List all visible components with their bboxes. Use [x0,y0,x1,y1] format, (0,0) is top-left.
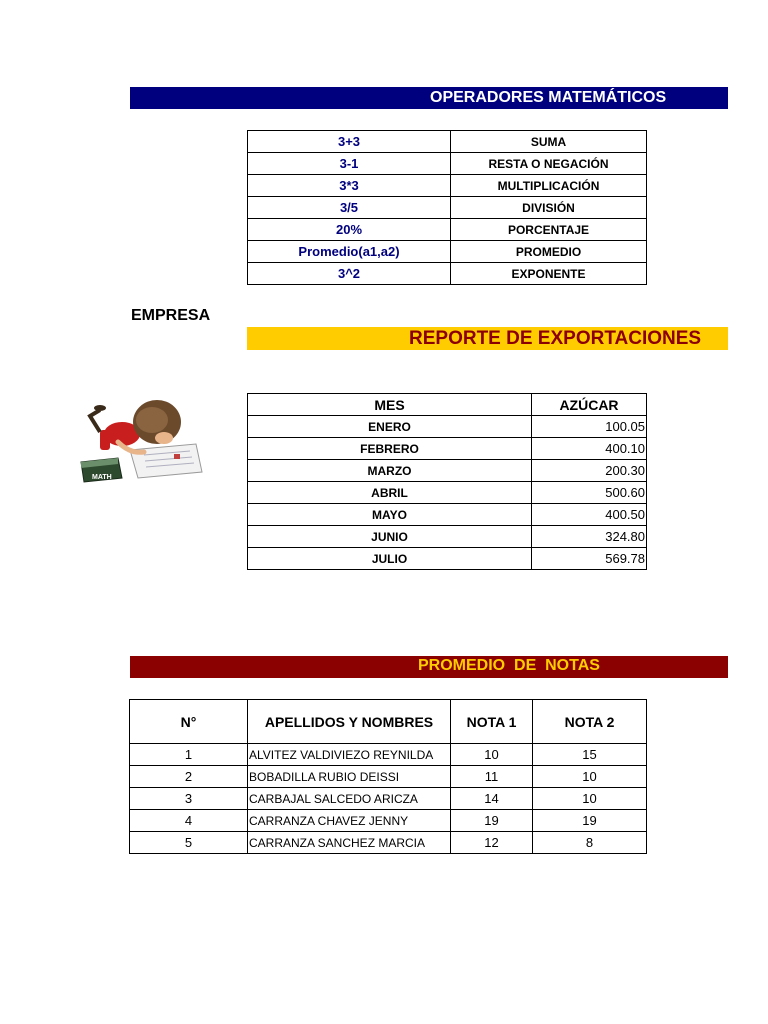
table-row [248,548,647,570]
table-row [248,153,647,175]
student-name: BOBADILLA RUBIO DEISSI [248,766,451,788]
student-number: 2 [130,766,248,788]
table-row [248,219,647,241]
math-student-icon [78,392,203,487]
table-row [248,175,647,197]
book-label: MATH [92,474,112,481]
nota2-value: 10 [533,788,647,810]
table-row [248,460,647,482]
month-cell: ENERO [248,416,532,438]
student-number: 5 [130,832,248,854]
student-name: CARRANZA SANCHEZ MARCIA [248,832,451,854]
azucar-value: 324.80 [532,526,647,548]
nota1-value: 10 [451,744,533,766]
export-table [247,393,647,570]
table-row [248,438,647,460]
student-number: 3 [130,788,248,810]
operator-name: EXPONENTE [451,263,647,285]
table-row [130,766,647,788]
table-row [248,197,647,219]
empresa-label: EMPRESA [131,307,211,324]
azucar-value: 100.05 [532,416,647,438]
month-cell: JULIO [248,548,532,570]
notas-title-band [130,656,728,678]
operator-expression: Promedio(a1,a2) [248,241,451,263]
table-row [248,482,647,504]
operator-expression: 20% [248,219,451,241]
operator-expression: 3+3 [248,131,451,153]
table-row [130,744,647,766]
column-header-mes: MES [248,394,532,416]
student-number: 4 [130,810,248,832]
operators-title-band [130,87,728,109]
nota2-value: 15 [533,744,647,766]
nota1-value: 11 [451,766,533,788]
table-header-row [130,700,647,744]
nota1-value: 14 [451,788,533,810]
month-cell: MARZO [248,460,532,482]
azucar-value: 500.60 [532,482,647,504]
operator-name: PORCENTAJE [451,219,647,241]
month-cell: MAYO [248,504,532,526]
azucar-value: 400.10 [532,438,647,460]
column-header-nombre: APELLIDOS Y NOMBRES [248,700,451,744]
table-row [130,832,647,854]
student-name: CARRANZA CHAVEZ JENNY [248,810,451,832]
operator-name: MULTIPLICACIÓN [451,175,647,197]
nota2-value: 19 [533,810,647,832]
operator-name: PROMEDIO [451,241,647,263]
column-header-nota1: NOTA 1 [451,700,533,744]
azucar-value: 200.30 [532,460,647,482]
operator-expression: 3*3 [248,175,451,197]
nota2-value: 10 [533,766,647,788]
operator-name: DIVISIÓN [451,197,647,219]
month-cell: JUNIO [248,526,532,548]
notas-table [129,699,647,854]
table-row [248,504,647,526]
month-cell: ABRIL [248,482,532,504]
operators-table [247,130,647,285]
student-name: ALVITEZ VALDIVIEZO REYNILDA [248,744,451,766]
azucar-value: 569.78 [532,548,647,570]
student-name: CARBAJAL SALCEDO ARICZA [248,788,451,810]
table-row [248,131,647,153]
azucar-value: 400.50 [532,504,647,526]
column-header-nota2: NOTA 2 [533,700,647,744]
table-row [248,526,647,548]
operator-name: SUMA [451,131,647,153]
column-header-num: N° [130,700,248,744]
operator-expression: 3^2 [248,263,451,285]
nota1-value: 12 [451,832,533,854]
operators-title: OPERADORES MATEMÁTICOS [430,89,667,106]
operator-name: RESTA O NEGACIÓN [451,153,647,175]
operator-expression: 3-1 [248,153,451,175]
student-number: 1 [130,744,248,766]
column-header-azucar: AZÚCAR [532,394,647,416]
month-cell: FEBRERO [248,438,532,460]
operator-expression: 3/5 [248,197,451,219]
table-row [130,810,647,832]
nota1-value: 19 [451,810,533,832]
table-header-row [248,394,647,416]
export-title: REPORTE DE EXPORTACIONES [409,328,702,349]
table-row [130,788,647,810]
export-title-band [247,327,728,350]
table-row [248,241,647,263]
table-row [248,263,647,285]
table-row [248,416,647,438]
notas-title: PROMEDIO DE NOTAS [418,657,600,674]
nota2-value: 8 [533,832,647,854]
